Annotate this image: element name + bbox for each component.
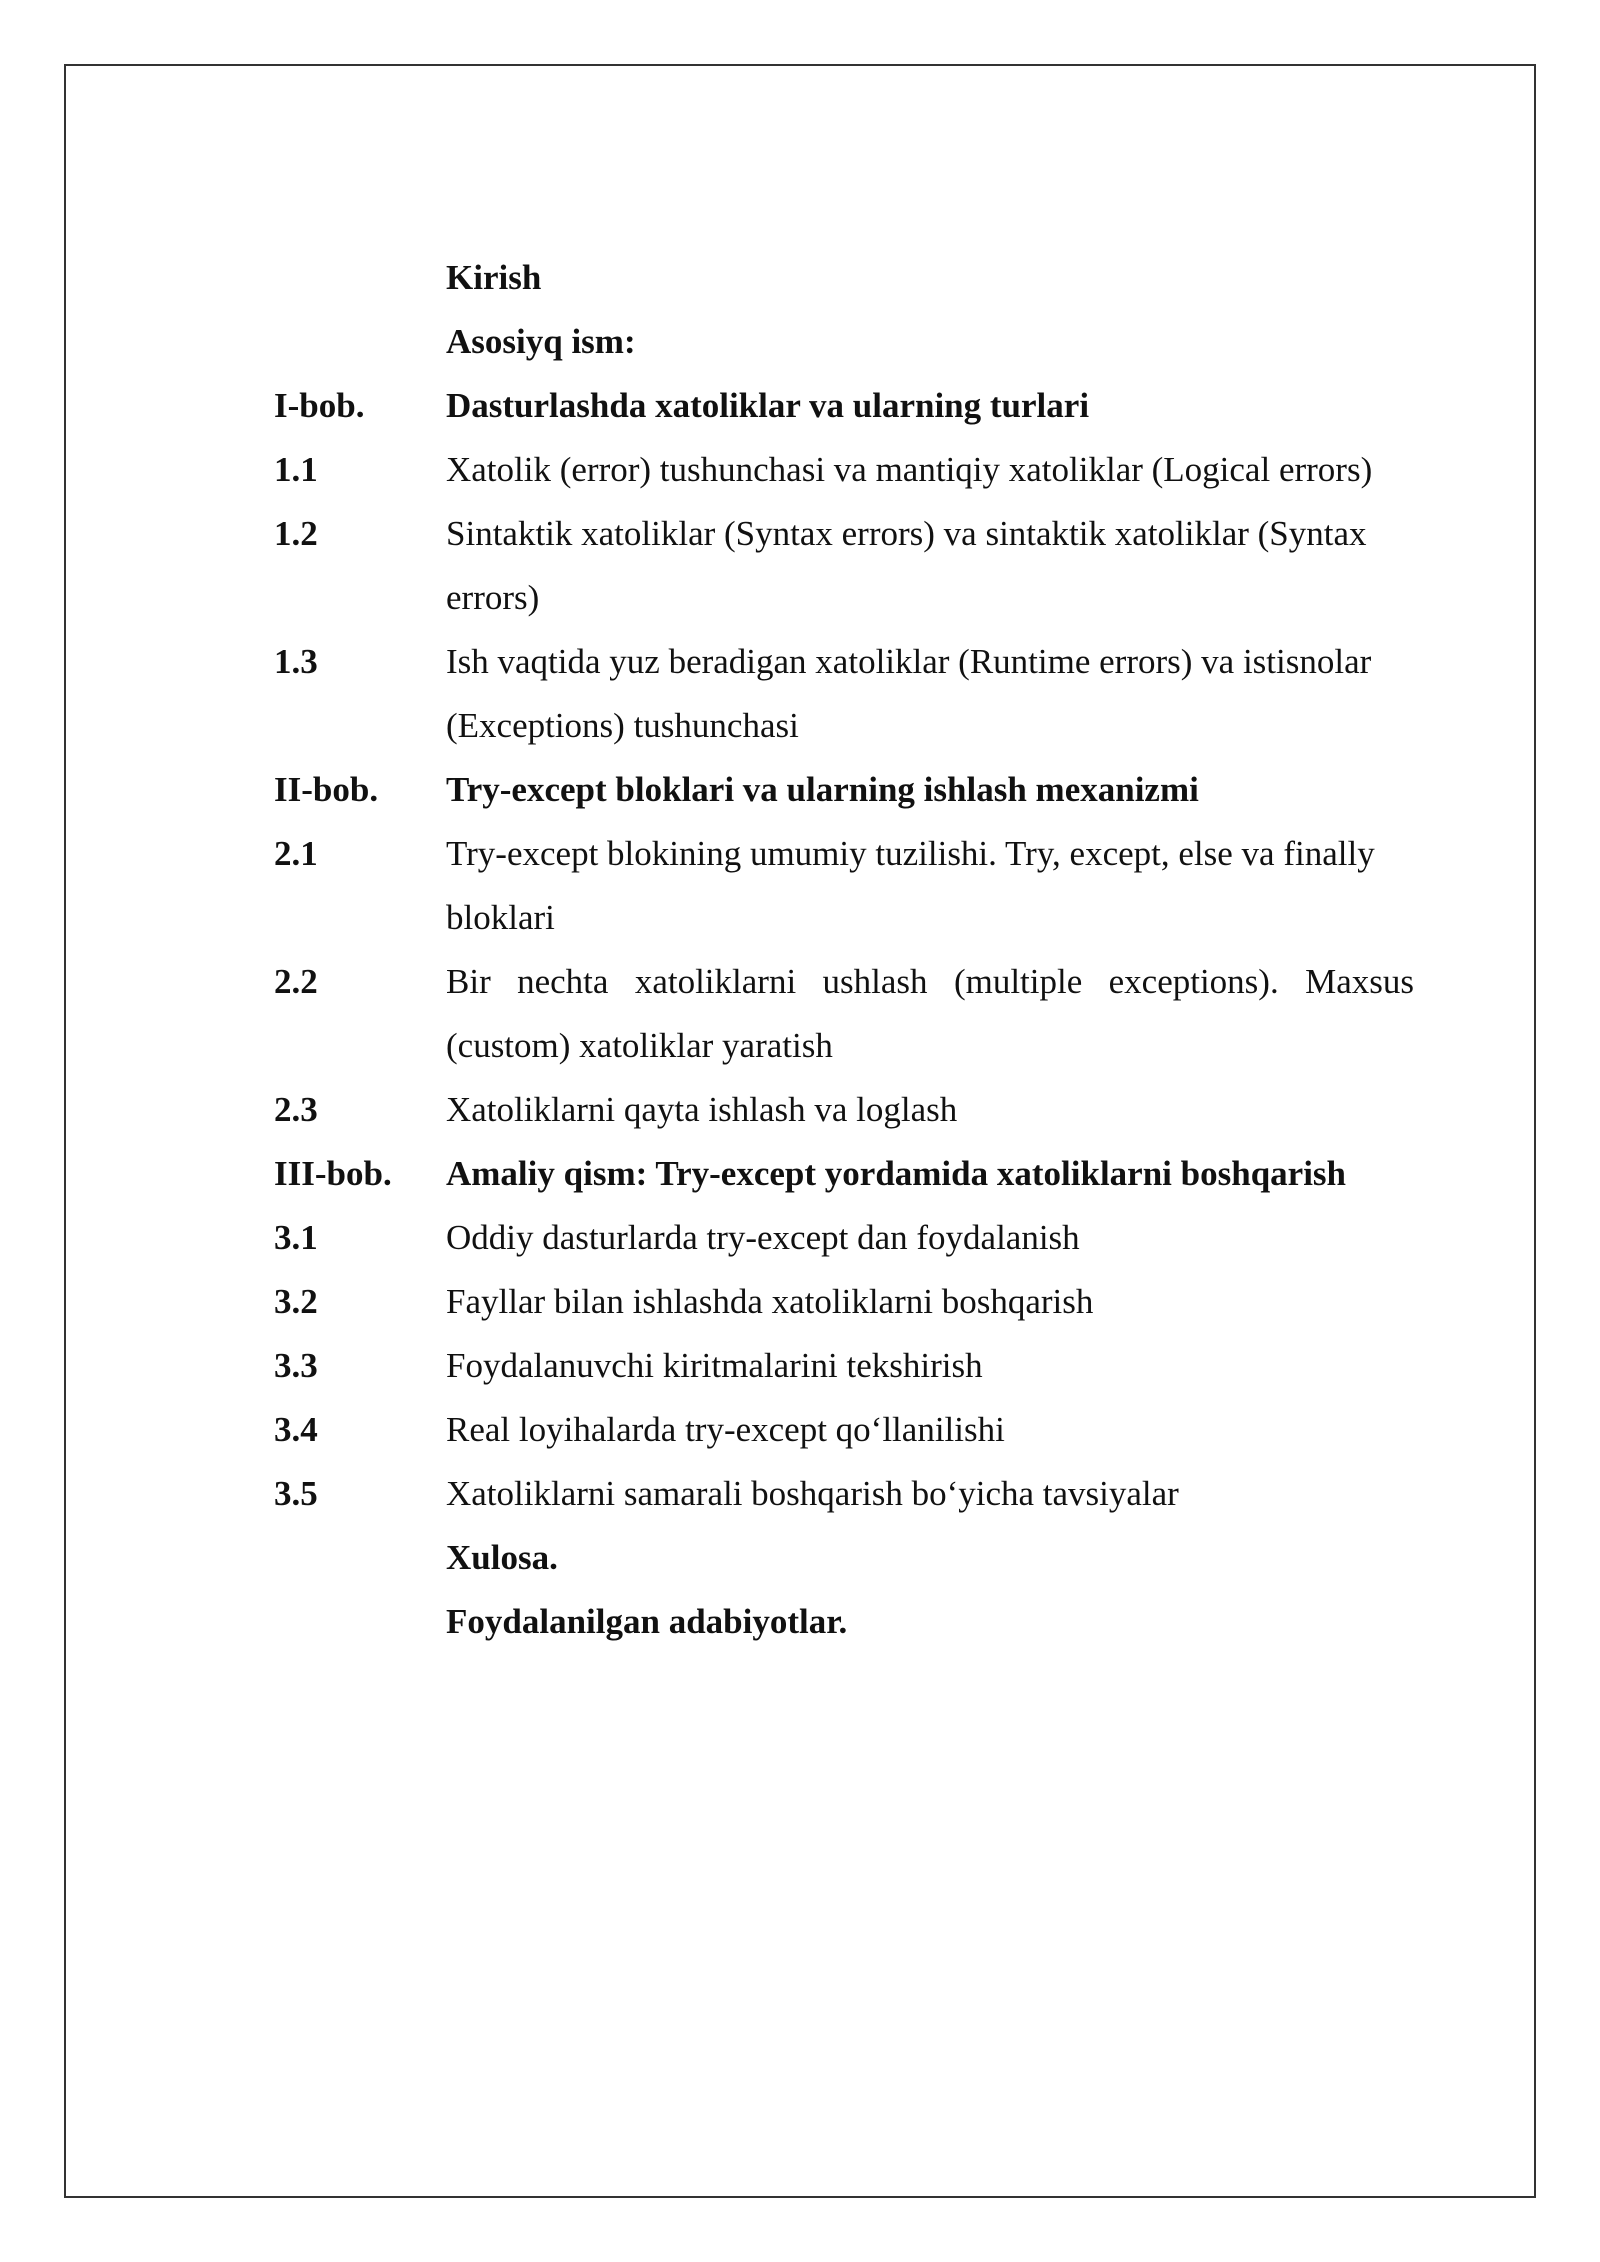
toc-entry-title: Sintaktik xatoliklar (Syntax errors) va sintaktik xatoliklar (Syntax errors) [446,514,1367,617]
toc-entry-number: II-bob. [274,770,379,809]
toc-entry-title: Foydalanilgan adabiyotlar. [446,1602,848,1641]
toc-entry-number: I-bob. [274,386,365,425]
toc-entry-title: Oddiy dasturlarda try-except dan foydalanish [446,1218,1080,1257]
toc-entry-number: 3.3 [274,1346,318,1385]
toc-entry [274,1206,1414,1270]
toc-entry [274,374,1414,438]
toc-entry-title: Xatoliklarni qayta ishlash va loglash [446,1090,958,1129]
toc-entry-title: Foydalanuvchi kiritmalarini tekshirish [446,1346,983,1385]
toc-entry-number [274,310,446,374]
toc-entry-number: 2.3 [274,1090,318,1129]
toc-entry [274,1142,1414,1206]
toc-entry [274,1462,1414,1526]
toc-entry [274,1398,1414,1462]
toc-entry-title: Asosiyq ism: [446,322,636,361]
toc-entry-number: 3.1 [274,1218,318,1257]
toc-entry-title: Try-except blokining umumiy tuzilishi. Try, except, else va finally bloklari [446,834,1375,937]
toc-entry-number: 3.4 [274,1410,318,1449]
toc-entry-title: Dasturlashda xatoliklar va ularning turlari [446,386,1090,425]
page-border [64,64,1536,2198]
toc-entry-number [274,1590,446,1654]
toc-entry-title: Amaliy qism: Try-except yordamida xatoliklarni boshqarish [446,1154,1347,1193]
toc-entry-number: 2.1 [274,834,318,873]
toc-entry-number: 3.5 [274,1474,318,1513]
toc-entry [274,1334,1414,1398]
toc-entry [274,502,1414,630]
toc-entry [274,1590,1414,1654]
toc-entry-number: 1.1 [274,450,318,489]
toc-entry-title: Try-except bloklari va ularning ishlash mexanizmi [446,770,1199,809]
toc-entry-number: 1.3 [274,642,318,681]
toc-entry-number [274,246,446,310]
toc-entry-title: Real loyihalarda try-except qo‘llanilishi [446,1410,1005,1449]
toc-entry-number: III-bob. [274,1154,392,1193]
toc-entry [274,310,1414,374]
toc-entry [274,1270,1414,1334]
toc-entry [274,1526,1414,1590]
toc-entry [274,950,1414,1078]
toc-entry-title: Bir nechta xatoliklarni ushlash (multiple exceptions). Maxsus (custom) xatoliklar yaratish [446,962,1414,1065]
toc-entry [274,246,1414,310]
toc-entry-number [274,1526,446,1590]
toc-entry-title: Xatoliklarni samarali boshqarish bo‘yicha tavsiyalar [446,1474,1179,1513]
toc-entry [274,438,1414,502]
toc-entry [274,822,1414,950]
toc-entry-title: Kirish [446,258,542,297]
toc-entry [274,1078,1414,1142]
toc-entry-number: 3.2 [274,1282,318,1321]
toc-entry-number: 2.2 [274,962,318,1001]
toc-entry-title: Xulosa. [446,1538,558,1577]
toc-entry [274,758,1414,822]
table-of-contents [274,246,1414,1654]
toc-entry [274,630,1414,758]
toc-entry-number: 1.2 [274,514,318,553]
toc-entry-title: Xatolik (error) tushunchasi va mantiqiy xatoliklar (Logical errors) [446,450,1373,489]
toc-entry-title: Fayllar bilan ishlashda xatoliklarni boshqarish [446,1282,1094,1321]
toc-entry-title: Ish vaqtida yuz beradigan xatoliklar (Runtime errors) va istisnolar (Exceptions) tushunchasi [446,642,1372,745]
